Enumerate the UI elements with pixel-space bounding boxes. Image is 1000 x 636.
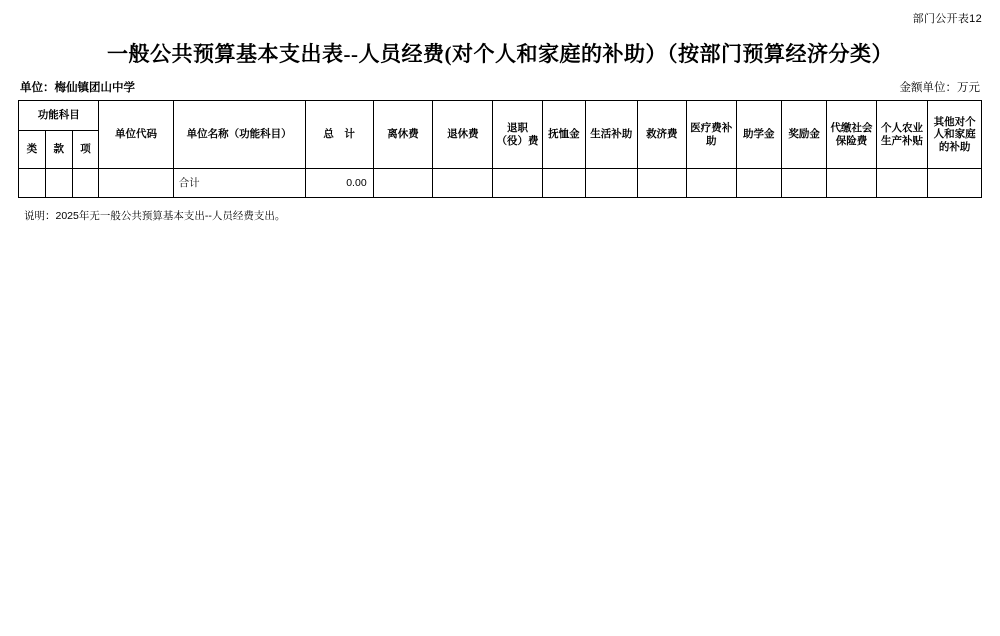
page-title: 一般公共预算基本支出表--人员经费(对个人和家庭的补助）（按部门预算经济分类） [107,42,893,66]
unit-label: 单位：梅仙镇团山中学 [20,82,135,94]
cell-value-0 [373,169,433,198]
cell-value-2 [493,169,542,198]
header-col-8: 奖励金 [781,101,826,169]
cell-value-5 [637,169,686,198]
cell-unit-name: 合计 [173,169,305,198]
cell-value-1 [433,169,493,198]
budget-table [18,100,982,198]
cell-xiang [72,169,99,198]
corner-label: 部门公开表12 [912,13,982,25]
table-header-group-row [19,101,982,131]
cell-value-6 [687,169,736,198]
header-col-5: 救济费 [637,101,686,169]
header-col-0: 离休费 [373,101,433,169]
header-function-subject: 功能科目 [19,101,99,131]
table-note: 说明：2025年无一般公共预算基本支出--人员经费支出。 [24,210,286,222]
cell-value-9 [827,169,876,198]
header-unit-code: 单位代码 [99,101,173,169]
cell-value-4 [586,169,638,198]
header-xiang: 项 [72,131,99,169]
header-col-9: 代缴社会保险费 [827,101,876,169]
cell-value-11 [928,169,982,198]
cell-lei [19,169,46,198]
header-col-7: 助学金 [736,101,781,169]
cell-value-8 [781,169,826,198]
cell-kuan [45,169,72,198]
header-lei: 类 [19,131,46,169]
cell-value-10 [876,169,928,198]
header-col-2: 退职（役）费 [493,101,542,169]
header-kuan: 款 [45,131,72,169]
header-col-6: 医疗费补助 [687,101,736,169]
header-total: 总 计 [305,101,373,169]
cell-value-3 [542,169,585,198]
cell-unit-code [99,169,173,198]
table-row [19,169,982,198]
header-col-4: 生活补助 [586,101,638,169]
header-col-1: 退休费 [433,101,493,169]
amount-unit-label: 金额单位：万元 [899,82,980,94]
cell-total: 0.00 [305,169,373,198]
header-col-11: 其他对个人和家庭的补助 [928,101,982,169]
header-col-3: 抚恤金 [542,101,585,169]
meta-row [20,79,980,95]
header-col-10: 个人农业生产补贴 [876,101,928,169]
cell-value-7 [736,169,781,198]
header-unit-name: 单位名称（功能科目） [173,101,305,169]
